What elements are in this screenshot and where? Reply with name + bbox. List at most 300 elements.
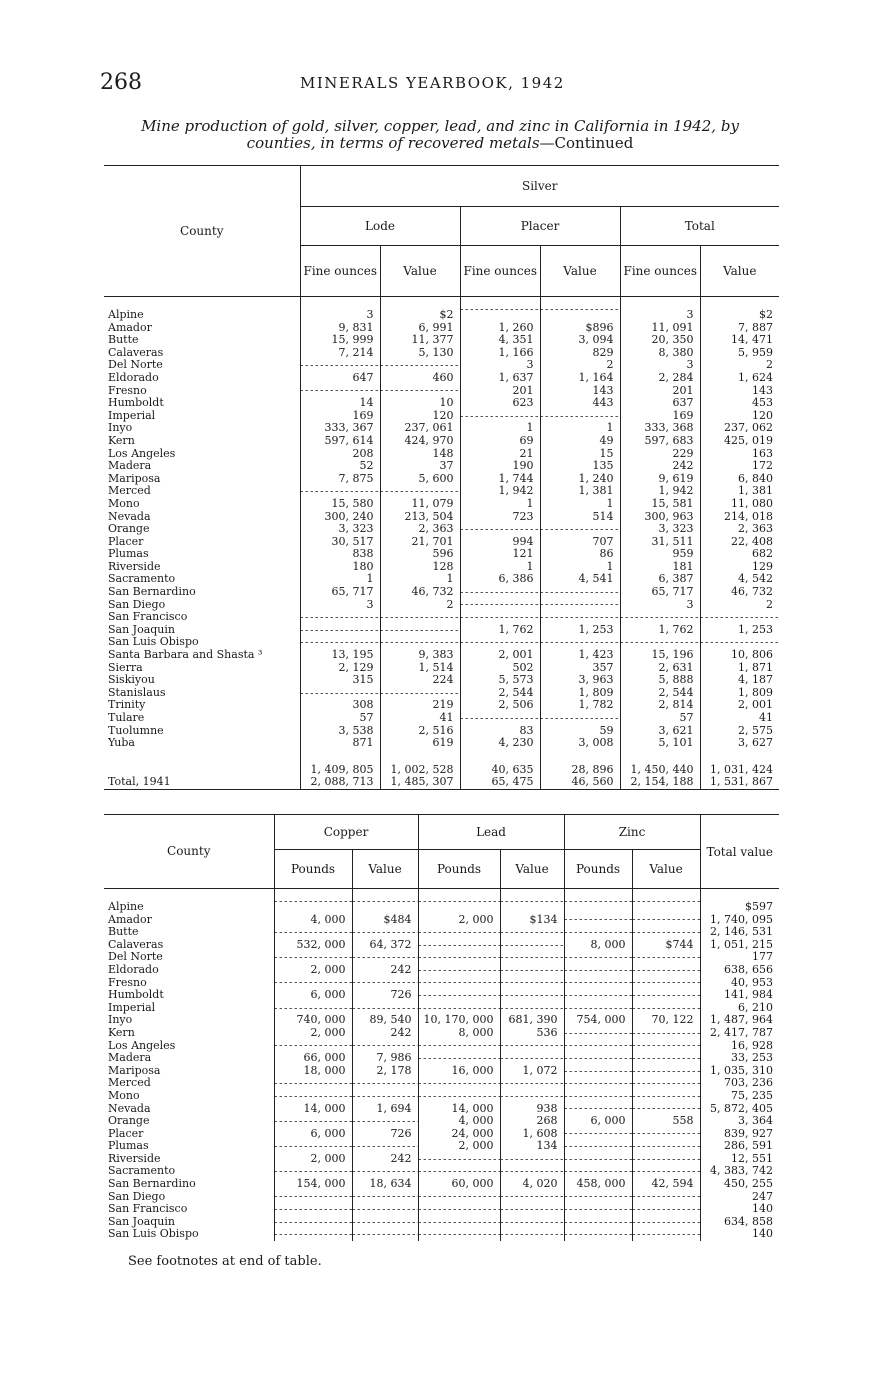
table-cell: 460 <box>380 372 460 385</box>
table-cell: 1, 166 <box>460 347 540 360</box>
table-cell: 1 <box>380 573 460 586</box>
table-cell: 597, 683 <box>620 435 700 448</box>
table-cell <box>632 1165 700 1178</box>
table-cell: 237, 061 <box>380 422 460 435</box>
table-row <box>104 1065 779 1078</box>
table-cell: 2 <box>700 359 779 372</box>
table-cell: 6, 000 <box>564 1115 632 1128</box>
metals-table-body <box>104 889 779 1242</box>
table-cell: 121 <box>460 548 540 561</box>
table-cell <box>300 624 380 637</box>
table-cell: 60, 000 <box>418 1178 500 1191</box>
county-name: Mariposa <box>108 1064 161 1077</box>
table-cell: 140 <box>700 1203 779 1216</box>
table-cell <box>460 586 540 599</box>
table-row <box>104 1027 779 1040</box>
table-cell <box>500 926 564 939</box>
table-cell: 219 <box>380 699 460 712</box>
table-cell <box>418 939 500 952</box>
table-cell: 959 <box>620 548 700 561</box>
table-row <box>104 712 779 725</box>
table-cell: 120 <box>380 410 460 423</box>
table-cell: 3 <box>620 599 700 612</box>
table-cell <box>352 926 418 939</box>
column-header: Pounds <box>274 850 352 889</box>
metals-table <box>104 814 779 1241</box>
table-cell <box>564 1191 632 1204</box>
table-cell: 3, 627 <box>700 737 779 750</box>
table-row <box>104 1014 779 1027</box>
table-cell: 3, 364 <box>700 1115 779 1128</box>
county-name: San Diego <box>108 598 166 611</box>
table-cell: 163 <box>700 448 779 461</box>
county-name: Total, 1941 <box>104 776 300 789</box>
table-cell <box>564 1052 632 1065</box>
table-cell: 2, 000 <box>418 1140 500 1153</box>
table-cell: 14, 471 <box>700 334 779 347</box>
table-cell: 2, 000 <box>274 1027 352 1040</box>
table-cell: 300, 240 <box>300 511 380 524</box>
table-cell: 40, 635 <box>460 750 540 777</box>
county-name: Nevada <box>108 1102 151 1115</box>
table-cell <box>352 1115 418 1128</box>
table-cell: 10, 806 <box>700 649 779 662</box>
county-name: Imperial <box>108 1001 156 1014</box>
county-name: Riverside <box>108 560 161 573</box>
table-cell: 1 <box>460 498 540 511</box>
table-cell: 20, 350 <box>620 334 700 347</box>
table-cell: 6, 840 <box>700 473 779 486</box>
table-row <box>104 776 779 789</box>
table-cell <box>500 1191 564 1204</box>
table-cell: 11, 080 <box>700 498 779 511</box>
table-row <box>104 460 779 473</box>
table-cell <box>274 926 352 939</box>
table-cell: 308 <box>300 699 380 712</box>
table-cell: 1 <box>540 498 620 511</box>
table-cell <box>274 1165 352 1178</box>
table-cell <box>380 636 460 649</box>
table-cell <box>352 1228 418 1241</box>
table-cell: 83 <box>460 725 540 738</box>
table-cell <box>700 611 779 624</box>
table-cell <box>300 687 380 700</box>
table-row <box>104 372 779 385</box>
table-cell <box>418 1228 500 1241</box>
table-cell: $2 <box>700 297 779 322</box>
zinc-header: Zinc <box>564 815 700 850</box>
county-name: Amador <box>108 913 152 926</box>
county-name: Calaveras <box>108 346 164 359</box>
table-cell: 4, 230 <box>460 737 540 750</box>
table-cell <box>274 977 352 990</box>
table-cell: 57 <box>620 712 700 725</box>
table-cell: 1, 381 <box>540 485 620 498</box>
table-caption <box>100 118 780 152</box>
table-cell <box>632 1216 700 1229</box>
table-cell: 268 <box>500 1115 564 1128</box>
table-cell: 242 <box>352 964 418 977</box>
table-cell: 333, 367 <box>300 422 380 435</box>
county-name: Mono <box>108 1089 140 1102</box>
table-row <box>104 1165 779 1178</box>
table-cell: 2, 544 <box>620 687 700 700</box>
table-cell: 120 <box>700 410 779 423</box>
table-cell <box>564 1165 632 1178</box>
county-name: San Bernardino <box>108 586 196 599</box>
table-row <box>104 964 779 977</box>
table-cell: 15, 580 <box>300 498 380 511</box>
table-cell <box>632 977 700 990</box>
county-name: Santa Barbara and Shasta ³ <box>108 649 263 662</box>
table-cell: 18, 634 <box>352 1178 418 1191</box>
table-cell: 7, 875 <box>300 473 380 486</box>
table-cell: 2, 284 <box>620 372 700 385</box>
table-cell: 2 <box>380 599 460 612</box>
table-cell: 135 <box>540 460 620 473</box>
table-cell: $134 <box>500 914 564 927</box>
table-cell: 754, 000 <box>564 1014 632 1027</box>
table-cell <box>418 1165 500 1178</box>
county-name: Los Angeles <box>108 447 176 460</box>
table-cell <box>632 1228 700 1241</box>
table-cell <box>274 889 352 914</box>
table-cell: 57 <box>300 712 380 725</box>
county-name: Merced <box>108 1077 151 1090</box>
lode-header: Lode <box>300 207 460 246</box>
table-cell: 1 <box>460 561 540 574</box>
table-cell: 315 <box>300 674 380 687</box>
county-name: Humboldt <box>108 989 164 1002</box>
table-cell: 9, 619 <box>620 473 700 486</box>
table-row <box>104 397 779 410</box>
county-name: Stanislaus <box>108 686 166 699</box>
table-cell <box>352 977 418 990</box>
table-cell <box>564 977 632 990</box>
table-cell: 242 <box>620 460 700 473</box>
total-header: Total <box>620 207 779 246</box>
table-cell: 1, 762 <box>460 624 540 637</box>
county-name: Tulare <box>108 712 145 724</box>
table-row <box>104 889 779 914</box>
table-cell: $2 <box>380 297 460 322</box>
county-name: Del Norte <box>108 359 163 372</box>
table-row <box>104 1178 779 1191</box>
table-row <box>104 725 779 738</box>
county-name: Sierra <box>108 661 143 674</box>
table-row <box>104 1203 779 1216</box>
table-cell: 65, 475 <box>460 776 540 789</box>
table-cell: 37 <box>380 460 460 473</box>
table-cell: 1, 253 <box>540 624 620 637</box>
table-row <box>104 939 779 952</box>
table-cell <box>540 523 620 536</box>
county-name: Orange <box>108 1115 150 1128</box>
table-cell: 237, 062 <box>700 422 779 435</box>
county-name: Trinity <box>108 699 146 712</box>
table-cell: 723 <box>460 511 540 524</box>
table-cell <box>500 1040 564 1053</box>
table-cell: 994 <box>460 536 540 549</box>
table-cell <box>460 599 540 612</box>
table-cell: 838 <box>300 548 380 561</box>
table-cell: 286, 591 <box>700 1140 779 1153</box>
table-cell: 6, 991 <box>380 322 460 335</box>
table-cell <box>564 989 632 1002</box>
table-row <box>104 1128 779 1141</box>
table-cell <box>500 1228 564 1241</box>
table-cell <box>564 1027 632 1040</box>
table-cell: 1, 002, 528 <box>380 750 460 777</box>
table-cell: 1, 031, 424 <box>700 750 779 777</box>
table-cell: $744 <box>632 939 700 952</box>
table-cell <box>500 1203 564 1216</box>
table-cell: 1, 260 <box>460 322 540 335</box>
table-cell <box>540 712 620 725</box>
table-cell: 8, 000 <box>418 1027 500 1040</box>
table-row <box>104 359 779 372</box>
table-cell: 31, 511 <box>620 536 700 549</box>
table-row <box>104 1090 779 1103</box>
table-cell <box>564 1203 632 1216</box>
table-cell: 619 <box>380 737 460 750</box>
table-cell: 443 <box>540 397 620 410</box>
table-row <box>104 1115 779 1128</box>
table-cell: 1 <box>460 422 540 435</box>
table-row <box>104 523 779 536</box>
table-cell: 2, 001 <box>460 649 540 662</box>
table-cell: 682 <box>700 548 779 561</box>
copper-header: Copper <box>274 815 418 850</box>
table-cell <box>500 1052 564 1065</box>
table-cell: 13, 195 <box>300 649 380 662</box>
county-header: County <box>104 166 300 297</box>
table-row <box>104 951 779 964</box>
table-cell <box>540 410 620 423</box>
table-cell: 450, 255 <box>700 1178 779 1191</box>
table-cell: 2 <box>540 359 620 372</box>
table-cell: 181 <box>620 561 700 574</box>
county-name: Madera <box>108 1052 152 1065</box>
table-cell: 2, 575 <box>700 725 779 738</box>
county-name: Inyo <box>108 422 133 435</box>
table-cell: 2, 000 <box>274 964 352 977</box>
table-cell: 6, 000 <box>274 989 352 1002</box>
table-cell <box>500 1077 564 1090</box>
table-cell: 1, 485, 307 <box>380 776 460 789</box>
table-cell: 30, 517 <box>300 536 380 549</box>
table-cell: 6, 386 <box>460 573 540 586</box>
table-cell: 1, 624 <box>700 372 779 385</box>
table-cell: 169 <box>620 410 700 423</box>
table-cell: 24, 000 <box>418 1128 500 1141</box>
table-cell <box>564 1040 632 1053</box>
table-cell: 242 <box>352 1027 418 1040</box>
table-cell <box>632 1203 700 1216</box>
table-cell: 2, 000 <box>274 1153 352 1166</box>
county-name: Inyo <box>108 1014 133 1027</box>
table-cell <box>418 926 500 939</box>
table-cell: 10, 170, 000 <box>418 1014 500 1027</box>
table-cell <box>380 385 460 398</box>
table-cell <box>380 624 460 637</box>
table-cell <box>564 951 632 964</box>
table-cell: 3 <box>620 359 700 372</box>
county-name: Placer <box>108 535 144 548</box>
table-cell <box>632 1191 700 1204</box>
table-cell: 514 <box>540 511 620 524</box>
table-cell <box>500 1002 564 1015</box>
table-cell <box>418 1040 500 1053</box>
county-name: Sacramento <box>108 1165 176 1178</box>
table-row <box>104 611 779 624</box>
table-row <box>104 699 779 712</box>
table-cell <box>274 1228 352 1241</box>
table-cell: 1, 809 <box>540 687 620 700</box>
table-row <box>104 750 779 777</box>
table-cell <box>352 1191 418 1204</box>
table-cell: 3, 538 <box>300 725 380 738</box>
table-cell: 11, 091 <box>620 322 700 335</box>
table-cell: 3, 094 <box>540 334 620 347</box>
table-cell: 1, 942 <box>620 485 700 498</box>
county-name: San Joaquin <box>108 623 175 636</box>
table-cell: $484 <box>352 914 418 927</box>
table-row <box>104 561 779 574</box>
table-cell: 15, 581 <box>620 498 700 511</box>
table-row <box>104 662 779 675</box>
table-cell <box>632 1052 700 1065</box>
table-cell: 9, 383 <box>380 649 460 662</box>
table-cell: 2, 631 <box>620 662 700 675</box>
table-cell <box>632 1065 700 1078</box>
table-cell <box>460 712 540 725</box>
table-cell: 65, 717 <box>300 586 380 599</box>
table-cell: 1, 637 <box>460 372 540 385</box>
lead-header: Lead <box>418 815 564 850</box>
table-cell: 4, 000 <box>274 914 352 927</box>
table-cell: 3 <box>460 359 540 372</box>
table-cell: 180 <box>300 561 380 574</box>
table-cell <box>352 1040 418 1053</box>
table-cell <box>380 687 460 700</box>
table-cell <box>564 914 632 927</box>
table-cell: 3 <box>620 297 700 322</box>
table-cell: 143 <box>540 385 620 398</box>
table-cell <box>352 889 418 914</box>
table-cell: 154, 000 <box>274 1178 352 1191</box>
table-cell: 839, 927 <box>700 1128 779 1141</box>
table-cell <box>564 1077 632 1090</box>
table-cell <box>380 611 460 624</box>
table-cell <box>500 1216 564 1229</box>
county-name: Kern <box>108 434 135 447</box>
table-cell <box>500 1153 564 1166</box>
table-cell <box>564 889 632 914</box>
table-cell <box>564 1216 632 1229</box>
table-row <box>104 1140 779 1153</box>
table-row <box>104 511 779 524</box>
county-name: Imperial <box>108 409 156 422</box>
table-cell <box>500 939 564 952</box>
table-cell: 536 <box>500 1027 564 1040</box>
table-cell <box>460 611 540 624</box>
county-name: Fresno <box>108 976 147 989</box>
column-header: Fine ounces <box>300 246 380 297</box>
table-cell: 46, 732 <box>380 586 460 599</box>
table-cell <box>540 636 620 649</box>
table-cell <box>632 926 700 939</box>
table-cell: 66, 000 <box>274 1052 352 1065</box>
table-cell: 1, 035, 310 <box>700 1065 779 1078</box>
table-cell: 4, 351 <box>460 334 540 347</box>
table-cell <box>632 951 700 964</box>
table-row <box>104 926 779 939</box>
table-cell <box>418 1191 500 1204</box>
table-cell: 6, 210 <box>700 1002 779 1015</box>
table-cell: 9, 831 <box>300 322 380 335</box>
table-cell <box>632 1090 700 1103</box>
table-cell: $597 <box>700 889 779 914</box>
placer-header: Placer <box>460 207 620 246</box>
footnote: See footnotes at end of table. <box>128 1254 322 1269</box>
table-cell: 2, 417, 787 <box>700 1027 779 1040</box>
table-cell: 46, 560 <box>540 776 620 789</box>
table-cell <box>564 926 632 939</box>
table-cell: 6, 387 <box>620 573 700 586</box>
table-cell: 1 <box>540 561 620 574</box>
table-cell: 5, 888 <box>620 674 700 687</box>
table-cell: 1, 514 <box>380 662 460 675</box>
table-cell: 638, 656 <box>700 964 779 977</box>
table-cell: 681, 390 <box>500 1014 564 1027</box>
silver-table-body <box>104 297 779 750</box>
table-cell: 2, 363 <box>700 523 779 536</box>
table-cell: 3, 323 <box>300 523 380 536</box>
table-cell: 5, 959 <box>700 347 779 360</box>
caption-line-1: Mine production of gold, silver, copper, lead, and zinc in California in 1942, by <box>141 117 739 135</box>
table-cell: 208 <box>300 448 380 461</box>
table-cell: 14 <box>300 397 380 410</box>
table-cell <box>418 977 500 990</box>
column-header: Pounds <box>418 850 500 889</box>
table-row <box>104 385 779 398</box>
table-cell: 1, 871 <box>700 662 779 675</box>
table-row <box>104 636 779 649</box>
table-cell: 623 <box>460 397 540 410</box>
county-name: Tuolumne <box>108 724 164 737</box>
county-name: Alpine <box>108 308 144 321</box>
table-row <box>104 1077 779 1090</box>
table-cell <box>274 1002 352 1015</box>
table-row <box>104 448 779 461</box>
table-cell: 128 <box>380 561 460 574</box>
table-cell: 46, 732 <box>700 586 779 599</box>
table-cell: 333, 368 <box>620 422 700 435</box>
table-cell <box>418 1077 500 1090</box>
table-cell: 8, 000 <box>564 939 632 952</box>
table-cell: 5, 101 <box>620 737 700 750</box>
table-cell: 15, 196 <box>620 649 700 662</box>
table-cell: 169 <box>300 410 380 423</box>
county-name: Butte <box>108 334 139 347</box>
table-cell: 214, 018 <box>700 511 779 524</box>
table-cell: 28, 896 <box>540 750 620 777</box>
table-cell: 4, 187 <box>700 674 779 687</box>
table-cell <box>274 1216 352 1229</box>
county-name: Yuba <box>108 737 135 750</box>
table-cell: 2 <box>700 599 779 612</box>
